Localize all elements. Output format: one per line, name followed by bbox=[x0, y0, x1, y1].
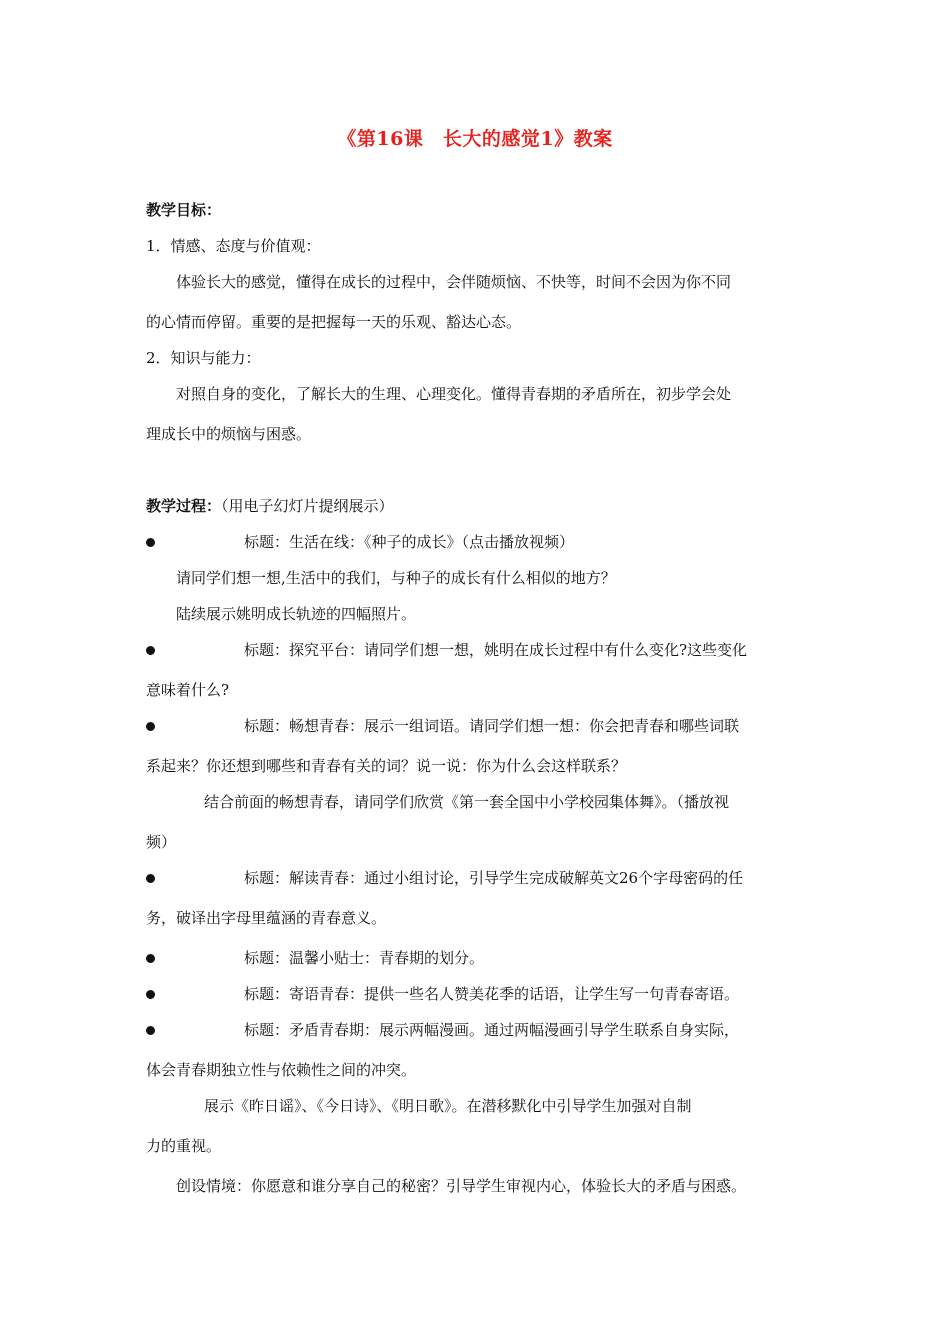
bullet-2-continuation: 意味着什么? bbox=[146, 681, 230, 699]
bullet-2-text: 标题：探究平台：请同学们想一想，姚明在成长过程中有什么变化?这些变化 bbox=[244, 641, 748, 659]
bullet-7-paragraph-1: 展示《昨日谣》、《今日诗》、《明日歌》。在潜移默化中引导学生加强对自制 bbox=[204, 1097, 692, 1115]
bullet-3-paragraph-1-continuation: 频） bbox=[146, 833, 177, 851]
bullet-dot-icon bbox=[146, 1026, 155, 1035]
objective-2-text-line1: 对照自身的变化，了解长大的生理、心理变化。懂得青春期的矛盾所在，初步学会处 bbox=[176, 385, 732, 403]
objectives-heading: 教学目标： bbox=[146, 201, 222, 219]
bullet-dot-icon bbox=[146, 722, 155, 731]
bullet-7-text: 标题：矛盾青春期：展示两幅漫画。通过两幅漫画引导学生联系自身实际， bbox=[244, 1021, 740, 1039]
process-heading: 教学过程： bbox=[146, 497, 222, 515]
bullet-1-paragraph-1: 请同学们想一想,生活中的我们，与种子的成长有什么相似的地方？ bbox=[176, 569, 616, 587]
bullet-3-continuation: 系起来？你还想到哪些和青春有关的词？说一说：你为什么会这样联系？ bbox=[146, 757, 627, 775]
bullet-dot-icon bbox=[146, 954, 155, 963]
bullet-7-continuation: 体会青春期独立性与依赖性之间的冲突。 bbox=[146, 1061, 417, 1079]
bullet-dot-icon bbox=[146, 874, 155, 883]
bullet-4-text: 标题：解读青春：通过小组讨论，引导学生完成破解英文26个字母密码的任 bbox=[244, 869, 744, 887]
bullet-3-paragraph-1: 结合前面的畅想青春，请同学们欣赏《第一套全国中小学校园集体舞》。（播放视 bbox=[204, 793, 730, 811]
bullet-1-paragraph-2: 陆续展示姚明成长轨迹的四幅照片。 bbox=[176, 605, 417, 623]
bullet-dot-icon bbox=[146, 646, 155, 655]
bullet-dot-icon bbox=[146, 538, 155, 547]
bullet-7-paragraph-1-continuation: 力的重视。 bbox=[146, 1137, 222, 1155]
objective-1-text-line1: 体验长大的感觉，懂得在成长的过程中，会伴随烦恼、不快等，时间不会因为你不同 bbox=[176, 273, 732, 291]
bullet-7-paragraph-2: 创设情境：你愿意和谁分享自己的秘密？引导学生审视内心，体验长大的矛盾与困惑。 bbox=[176, 1177, 747, 1195]
bullet-4-continuation: 务，破译出字母里蕴涵的青春意义。 bbox=[146, 909, 387, 927]
bullet-1-text: 标题：生活在线：《种子的成长》（点击播放视频） bbox=[244, 533, 575, 551]
process-heading-row bbox=[146, 496, 394, 516]
bullet-dot-icon bbox=[146, 990, 155, 999]
objective-1-label: 1．情感、态度与价值观： bbox=[146, 237, 321, 255]
objective-1-text-line2: 的心情而停留。重要的是把握每一天的乐观、豁达心态。 bbox=[146, 313, 522, 331]
objective-2-text-line2: 理成长中的烦恼与困惑。 bbox=[146, 425, 312, 443]
objective-2-label: 2．知识与能力： bbox=[146, 349, 261, 367]
bullet-5-text: 标题：温馨小贴士：青春期的划分。 bbox=[244, 949, 485, 967]
bullet-3-text: 标题：畅想青春：展示一组词语。请同学们想一想：你会把青春和哪些词联 bbox=[244, 717, 740, 735]
bullet-6-text: 标题：寄语青春：提供一些名人赞美花季的话语，让学生写一句青春寄语。 bbox=[244, 985, 740, 1003]
document-title: 《第16课 长大的感觉1》教案 bbox=[337, 128, 613, 150]
process-heading-note: （用电子幻灯片提纲展示） bbox=[221, 497, 394, 515]
